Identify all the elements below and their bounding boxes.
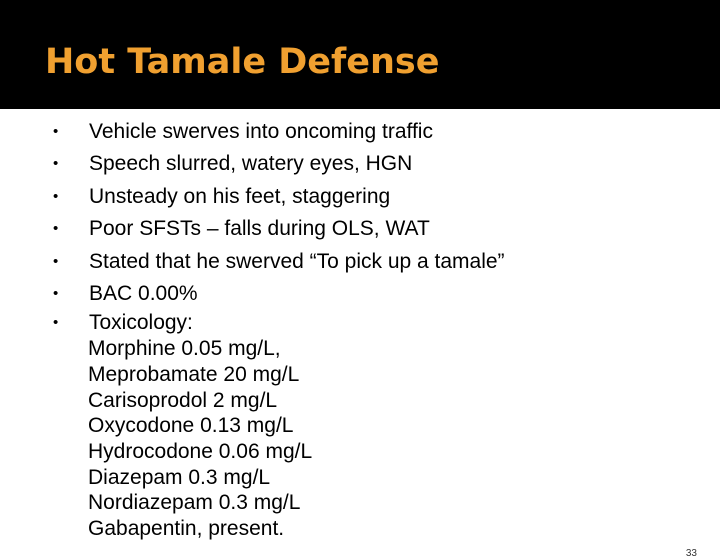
- toxicology-section: [52, 310, 652, 542]
- toxicology-result: Diazepam 0.3 mg/L: [88, 465, 271, 489]
- toxicology-result: Nordiazepam 0.3 mg/L: [88, 491, 301, 515]
- bullet-item: [52, 278, 652, 310]
- bullet-text: Poor SFSTs – falls during OLS, WAT: [89, 217, 430, 241]
- bullet-list: [52, 116, 652, 310]
- bullet-item: [52, 181, 652, 213]
- bullet-glyph: •: [53, 220, 59, 238]
- toxicology-result: Morphine 0.05 mg/L,: [88, 337, 281, 361]
- bullet-glyph: •: [53, 155, 59, 173]
- bullet-glyph: •: [53, 123, 59, 140]
- toxicology-result: Oxycodone 0.13 mg/L: [88, 414, 294, 438]
- bullet-text: Speech slurred, watery eyes, HGN: [89, 152, 413, 176]
- bullet-glyph: •: [53, 187, 59, 205]
- bullet-text: Vehicle swerves into oncoming traffic: [89, 120, 433, 143]
- toxicology-result: Gabapentin, present.: [88, 517, 285, 541]
- bullet-glyph: •: [53, 284, 59, 302]
- bullet-text: BAC 0.00%: [89, 281, 198, 305]
- slide: Hot Tamale Defense • Vehicle swerves into oncoming traffic • Speech slurred, watery eyes, HGN • Unsteady on his feet, staggering • Poor SFSTs – falls during OLS, WAT • Stated that he swerved “To pick up a tamale” • BAC 0.00% • Toxicology: Morphine 0.05 mg/L, Meprobamate 20 mg/L Carisoprodol 2 mg/L Oxycodone 0.13 mg/L Hydrocodone 0.06 mg/L Diazepam 0.3 mg/L Nordiazepam 0.3 mg/L Gabapentin, present. 33: [0, 0, 720, 540]
- bullet-glyph: •: [53, 314, 59, 332]
- bullet-text: Stated that he swerved “To pick up a tamale”: [89, 249, 505, 273]
- bullet-text: Unsteady on his feet, staggering: [89, 184, 391, 208]
- toxicology-results: [52, 336, 652, 542]
- toxicology-result: Meprobamate 20 mg/L: [88, 363, 300, 387]
- bullet-item: [52, 213, 652, 245]
- bullet-item: [52, 148, 652, 180]
- bullet-item: [52, 246, 652, 278]
- toxicology-label: Toxicology:: [89, 311, 193, 335]
- toxicology-result: Carisoprodol 2 mg/L: [88, 388, 278, 412]
- toxicology-heading: [52, 310, 652, 336]
- bullet-item: [52, 116, 652, 148]
- slide-title: Hot Tamale Defense: [45, 42, 440, 82]
- bullet-glyph: •: [53, 252, 59, 270]
- slide-body: [52, 116, 652, 542]
- title-bar: [0, 0, 720, 109]
- toxicology-result: Hydrocodone 0.06 mg/L: [88, 440, 313, 464]
